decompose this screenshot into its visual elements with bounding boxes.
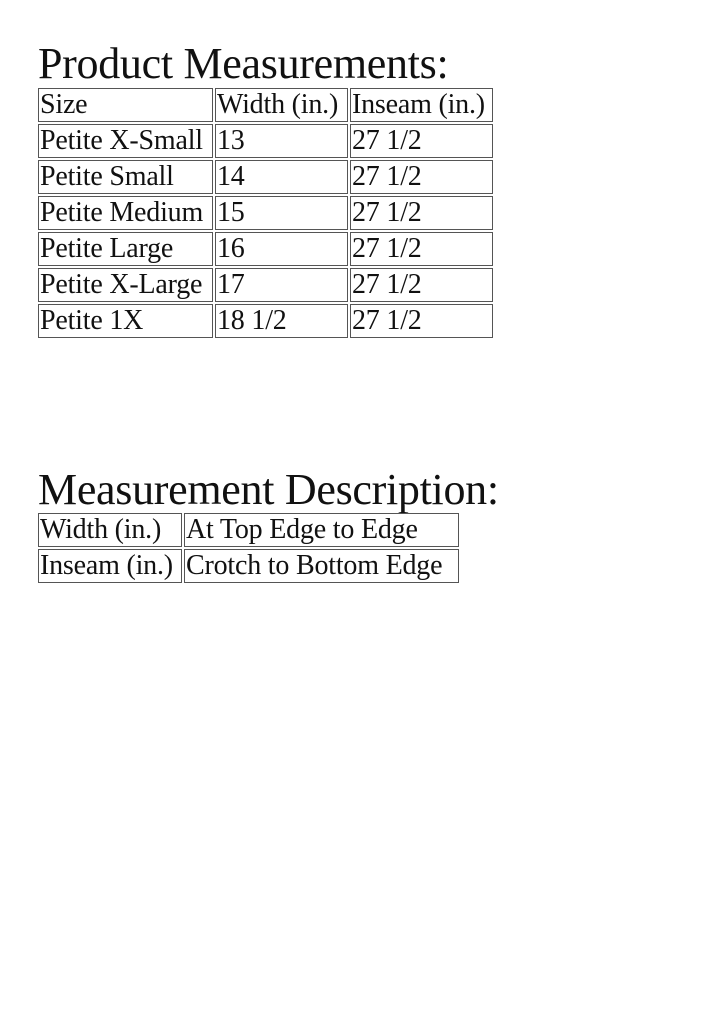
- size-cell: Petite X-Small: [38, 124, 213, 158]
- inseam-cell: 27 1/2: [350, 232, 493, 266]
- header-cell-size: Size: [38, 88, 213, 122]
- measurement-name-cell: Width (in.): [38, 513, 182, 547]
- table-row: [38, 124, 493, 158]
- measurement-method-cell: At Top Edge to Edge: [184, 513, 459, 547]
- table-row: [38, 196, 493, 230]
- size-cell: Petite X-Large: [38, 268, 213, 302]
- inseam-cell: 27 1/2: [350, 124, 493, 158]
- size-cell: Petite Large: [38, 232, 213, 266]
- product-measurements-heading: Product Measurements:: [38, 39, 449, 88]
- measurement-name-cell: Inseam (in.): [38, 549, 182, 583]
- table-row: [38, 232, 493, 266]
- inseam-cell: 27 1/2: [350, 268, 493, 302]
- width-cell: 16: [215, 232, 348, 266]
- measurement-description-table: [36, 511, 461, 585]
- header-cell-inseam: Inseam (in.): [350, 88, 493, 122]
- table-row: [38, 268, 493, 302]
- size-cell: Petite Medium: [38, 196, 213, 230]
- header-cell-width: Width (in.): [215, 88, 348, 122]
- inseam-cell: 27 1/2: [350, 196, 493, 230]
- table-row: [38, 160, 493, 194]
- table-header-row: [38, 88, 493, 122]
- product-measurements-table: [36, 86, 495, 340]
- inseam-cell: 27 1/2: [350, 160, 493, 194]
- table-row: [38, 513, 459, 547]
- width-cell: 13: [215, 124, 348, 158]
- table-row: [38, 304, 493, 338]
- size-cell: Petite Small: [38, 160, 213, 194]
- width-cell: 14: [215, 160, 348, 194]
- size-cell: Petite 1X: [38, 304, 213, 338]
- width-cell: 15: [215, 196, 348, 230]
- inseam-cell: 27 1/2: [350, 304, 493, 338]
- width-cell: 17: [215, 268, 348, 302]
- width-cell: 18 1/2: [215, 304, 348, 338]
- measurement-method-cell: Crotch to Bottom Edge: [184, 549, 459, 583]
- measurement-description-heading: Measurement Description:: [38, 465, 499, 514]
- table-row: [38, 549, 459, 583]
